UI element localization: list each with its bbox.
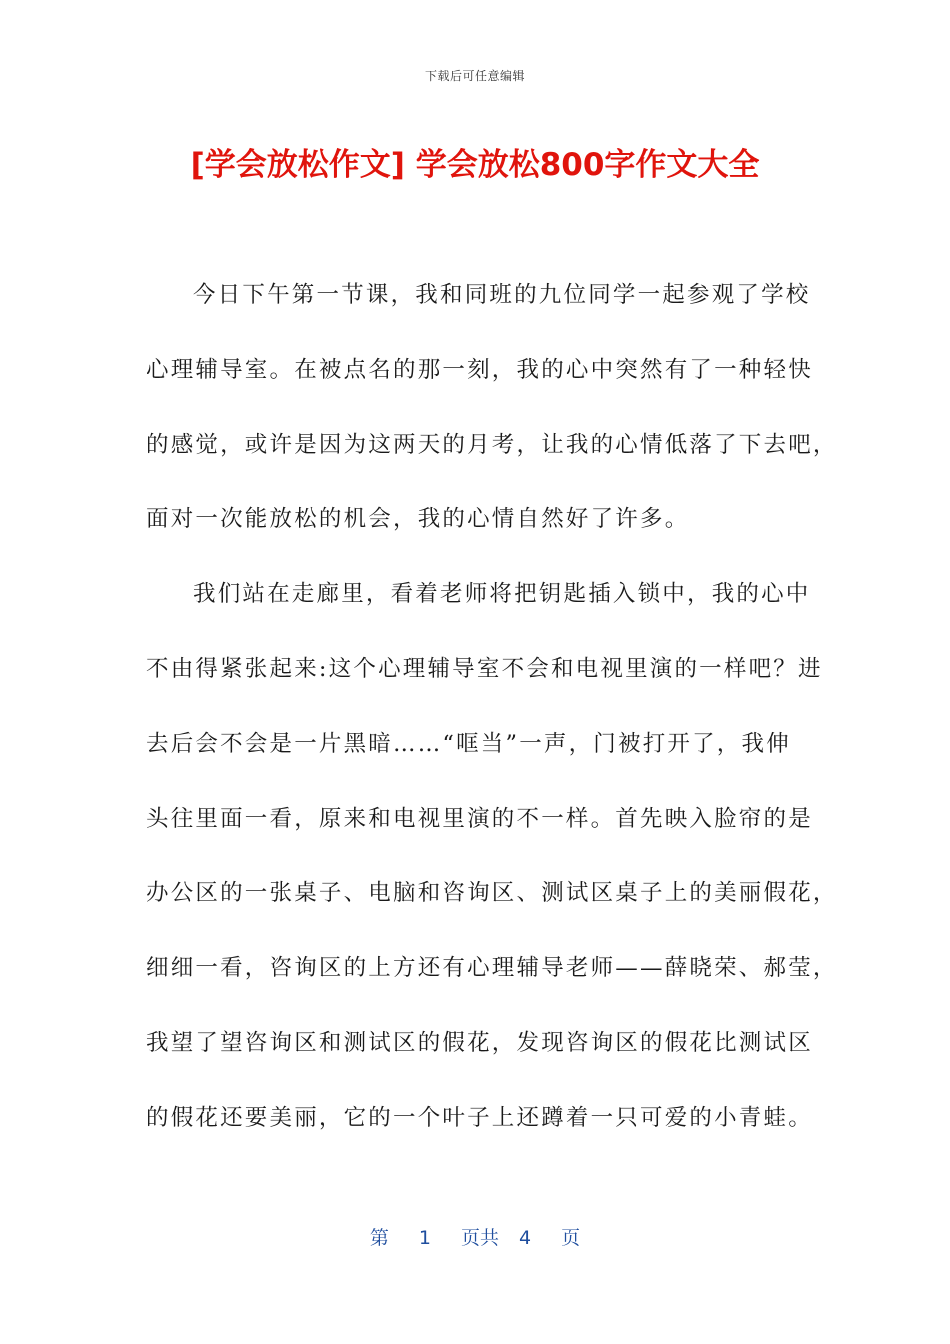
paragraph-2-line-2: 不由得紧张起来:这个心理辅导室不会和电视里演的一样吧？进 xyxy=(146,655,823,682)
paragraph-2-line-7: 我望了望咨询区和测试区的假花，发现咨询区的假花比测试区 xyxy=(146,1029,813,1056)
paragraph-2-line-3: 去后会不会是一片黑暗……“哐当”一声，门被打开了，我伸 xyxy=(146,730,791,757)
page-label-mid: 页共 xyxy=(460,1227,499,1249)
paragraph-2-line-6: 细细一看，咨询区的上方还有心理辅导老师——薛晓荣、郝莹， xyxy=(146,955,838,982)
paragraph-2-line-1: 我们站在走廊里，看着老师将把钥匙插入锁中，我的心中 xyxy=(193,581,811,608)
page-label-suffix: 页 xyxy=(561,1227,581,1249)
paragraph-2-line-8: 的假花还要美丽，它的一个叶子上还蹲着一只可爱的小青蛙。 xyxy=(146,1104,813,1131)
page-label-prefix: 第 xyxy=(369,1227,389,1249)
document-title: [学会放松作文] 学会放松800字作文大全 xyxy=(190,147,760,183)
document-body xyxy=(146,272,838,1170)
paragraph-1-line-2: 心理辅导室。在被点名的那一刻，我的心中突然有了一种轻快 xyxy=(146,356,813,383)
total-pages-number: 4 xyxy=(519,1227,532,1249)
paragraph-1-line-3: 的感觉，或许是因为这两天的月考，让我的心情低落了下去吧， xyxy=(146,431,838,458)
paragraph-2-line-4: 头往里面一看，原来和电视里演的不一样。首先映入脸帘的是 xyxy=(146,805,813,832)
paragraph-1-line-4: 面对一次能放松的机会，我的心情自然好了许多。 xyxy=(146,506,690,533)
paragraph-2-line-5: 办公区的一张桌子、电脑和咨询区、测试区桌子上的美丽假花， xyxy=(146,880,838,907)
page-footer xyxy=(0,1223,950,1253)
paragraph-1-line-1: 今日下午第一节课，我和同班的九位同学一起参观了学校 xyxy=(193,282,811,308)
current-page-number: 1 xyxy=(418,1227,431,1249)
header-note: 下载后可任意编辑 xyxy=(424,69,525,83)
